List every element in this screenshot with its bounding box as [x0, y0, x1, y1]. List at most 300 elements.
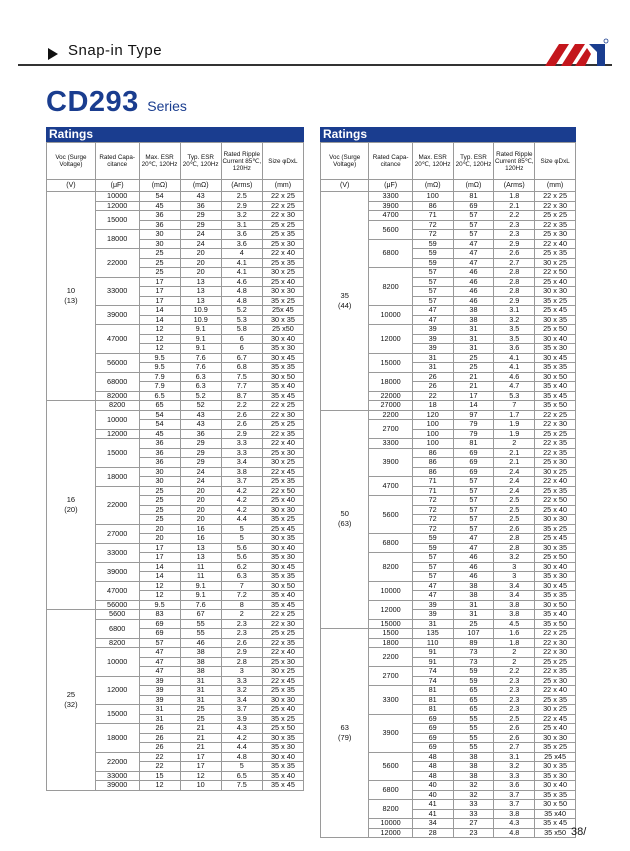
capacitance-cell: 3900 [369, 448, 412, 477]
capacitance-cell: 27000 [95, 524, 139, 543]
col-voltage: Voc (Surge Voltage) [321, 143, 369, 180]
size-cell: 25 x 45 [535, 534, 576, 544]
size-cell: 30 x 35 [262, 733, 303, 743]
ripple-cell: 4.5 [494, 619, 535, 629]
typ-esr-cell: 17 [180, 762, 221, 772]
max-esr-cell: 48 [412, 762, 453, 772]
ripple-cell: 2.3 [494, 676, 535, 686]
size-cell: 25 x 40 [262, 277, 303, 287]
size-cell: 30 x 30 [535, 515, 576, 525]
typ-esr-cell: 5.2 [180, 391, 221, 401]
typ-esr-cell: 38 [180, 648, 221, 658]
typ-esr-cell: 46 [453, 562, 494, 572]
max-esr-cell: 39 [412, 325, 453, 335]
size-cell: 22 x 25 [262, 192, 303, 202]
capacitance-cell: 2200 [369, 410, 412, 420]
typ-esr-cell: 46 [453, 268, 494, 278]
typ-esr-cell: 32 [453, 781, 494, 791]
capacitance-cell: 12000 [95, 429, 139, 439]
ripple-cell: 2.8 [494, 534, 535, 544]
max-esr-cell: 17 [139, 543, 180, 553]
ripple-cell: 3.6 [221, 230, 262, 240]
col-capacitance: Rated Capa- citance [95, 143, 139, 180]
size-cell: 30 x 50 [262, 581, 303, 591]
max-esr-cell: 59 [412, 258, 453, 268]
typ-esr-cell: 59 [453, 667, 494, 677]
typ-esr-cell: 13 [180, 543, 221, 553]
size-cell: 30 x 40 [262, 334, 303, 344]
voltage-cell [47, 401, 96, 610]
size-cell: 30 x 25 [262, 268, 303, 278]
size-cell: 30 x 35 [262, 315, 303, 325]
typ-esr-cell: 20 [180, 258, 221, 268]
typ-esr-cell: 25 [453, 363, 494, 373]
ripple-cell: 4.8 [221, 752, 262, 762]
typ-esr-cell: 47 [453, 534, 494, 544]
max-esr-cell: 17 [139, 296, 180, 306]
size-cell: 25 x 35 [262, 258, 303, 268]
size-cell: 22 x 45 [535, 714, 576, 724]
capacitance-cell: 39000 [95, 781, 139, 791]
max-esr-cell: 22 [412, 391, 453, 401]
size-cell: 25 x 40 [535, 505, 576, 515]
typ-esr-cell: 20 [180, 268, 221, 278]
max-esr-cell: 48 [412, 752, 453, 762]
max-esr-cell: 39 [412, 610, 453, 620]
size-cell: 22 x 35 [535, 448, 576, 458]
typ-esr-cell: 69 [453, 467, 494, 477]
max-esr-cell: 17 [139, 277, 180, 287]
max-esr-cell: 30 [139, 239, 180, 249]
unit-cell: (mΩ) [453, 180, 494, 192]
capacitance-cell: 10000 [95, 192, 139, 202]
size-cell: 22 x 25 [535, 410, 576, 420]
max-esr-cell: 25 [139, 258, 180, 268]
size-cell: 35 x 40 [262, 771, 303, 781]
size-cell: 35 x 25 [535, 524, 576, 534]
typ-esr-cell: 9.1 [180, 581, 221, 591]
size-cell: 35 x 40 [535, 382, 576, 392]
size-cell: 22 x 35 [535, 439, 576, 449]
max-esr-cell: 47 [139, 657, 180, 667]
typ-esr-cell: 81 [453, 439, 494, 449]
capacitance-cell: 18000 [95, 230, 139, 249]
max-esr-cell: 86 [412, 201, 453, 211]
ripple-cell: 2.6 [221, 410, 262, 420]
typ-esr-cell: 57 [453, 230, 494, 240]
size-cell: 35 x 25 [262, 714, 303, 724]
typ-esr-cell: 67 [180, 610, 221, 620]
size-cell: 22 x 40 [262, 249, 303, 259]
max-esr-cell: 40 [412, 790, 453, 800]
max-esr-cell: 57 [412, 277, 453, 287]
max-esr-cell: 36 [139, 211, 180, 221]
size-cell: 22 x 25 [262, 401, 303, 411]
size-cell: 25x 45 [262, 306, 303, 316]
typ-esr-cell: 17 [180, 752, 221, 762]
typ-esr-cell: 65 [453, 705, 494, 715]
ripple-cell: 2.3 [221, 619, 262, 629]
ripple-cell: 4.2 [221, 496, 262, 506]
voltage-cell [321, 629, 369, 838]
ripple-cell: 3.2 [494, 762, 535, 772]
capacitance-cell: 33000 [95, 543, 139, 562]
typ-esr-cell: 31 [453, 600, 494, 610]
table-row [321, 629, 576, 639]
typ-esr-cell: 31 [453, 334, 494, 344]
typ-esr-cell: 89 [453, 638, 494, 648]
capacitance-cell: 3300 [369, 192, 412, 202]
capacitance-cell: 18000 [369, 372, 412, 391]
typ-esr-cell: 20 [180, 486, 221, 496]
max-esr-cell: 81 [412, 705, 453, 715]
max-esr-cell: 25 [139, 505, 180, 515]
ripple-cell: 2.3 [494, 686, 535, 696]
rated-voltage: 63 [340, 723, 349, 732]
ripple-cell: 2.6 [494, 733, 535, 743]
max-esr-cell: 57 [412, 268, 453, 278]
typ-esr-cell: 57 [453, 496, 494, 506]
brand-logo-icon [545, 38, 609, 68]
size-cell: 30 x 50 [535, 600, 576, 610]
size-cell: 22 x 30 [262, 619, 303, 629]
max-esr-cell: 47 [412, 591, 453, 601]
unit-cell: (mm) [262, 180, 303, 192]
typ-esr-cell: 31 [453, 325, 494, 335]
size-cell: 30 x 25 [535, 705, 576, 715]
size-cell: 30 x 30 [535, 733, 576, 743]
ripple-cell: 4.3 [494, 819, 535, 829]
size-cell: 22 x 50 [262, 486, 303, 496]
max-esr-cell: 22 [139, 752, 180, 762]
max-esr-cell: 25 [139, 249, 180, 259]
ripple-cell: 2.6 [494, 249, 535, 259]
ripple-cell: 6.5 [221, 771, 262, 781]
ripple-cell: 2.8 [494, 277, 535, 287]
ripple-cell: 4.8 [221, 296, 262, 306]
typ-esr-cell: 17 [453, 391, 494, 401]
ripple-cell: 7.7 [221, 382, 262, 392]
ripple-cell: 7.5 [221, 372, 262, 382]
typ-esr-cell: 65 [453, 686, 494, 696]
capacitance-cell: 22000 [95, 752, 139, 771]
ripple-cell: 1.8 [494, 638, 535, 648]
size-cell: 35 x 35 [535, 591, 576, 601]
capacitance-cell: 1500 [369, 629, 412, 639]
typ-esr-cell: 57 [453, 477, 494, 487]
ripple-cell: 2.3 [221, 629, 262, 639]
typ-esr-cell: 9.1 [180, 334, 221, 344]
typ-esr-cell: 73 [453, 648, 494, 658]
ripple-cell: 6.3 [221, 572, 262, 582]
size-cell: 25 x 40 [262, 705, 303, 715]
max-esr-cell: 100 [412, 192, 453, 202]
capacitance-cell: 47000 [95, 325, 139, 354]
size-cell: 25 x 35 [535, 486, 576, 496]
ripple-cell: 6.8 [221, 363, 262, 373]
size-cell: 25 x 25 [262, 629, 303, 639]
max-esr-cell: 100 [412, 429, 453, 439]
max-esr-cell: 30 [139, 467, 180, 477]
size-cell: 22 x 40 [262, 648, 303, 658]
size-cell: 30 x 25 [262, 667, 303, 677]
size-cell: 35 x 30 [262, 553, 303, 563]
size-cell: 25 x 30 [262, 239, 303, 249]
max-esr-cell: 100 [412, 420, 453, 430]
size-cell: 30 x 40 [535, 562, 576, 572]
unit-cell: (Arms) [494, 180, 535, 192]
size-cell: 35 x 30 [262, 743, 303, 753]
size-cell: 22 x 35 [262, 638, 303, 648]
capacitance-cell: 15000 [95, 705, 139, 724]
ripple-cell: 3 [221, 667, 262, 677]
typ-esr-cell: 29 [180, 220, 221, 230]
typ-esr-cell: 69 [453, 201, 494, 211]
max-esr-cell: 72 [412, 230, 453, 240]
ripple-cell: 7.2 [221, 591, 262, 601]
max-esr-cell: 36 [139, 220, 180, 230]
capacitance-cell: 4700 [369, 211, 412, 221]
ripple-cell: 2.3 [494, 230, 535, 240]
page-number: 38/ [571, 826, 587, 838]
capacitance-cell: 33000 [95, 277, 139, 306]
ripple-cell: 6.2 [221, 562, 262, 572]
size-cell: 30 x 40 [535, 334, 576, 344]
max-esr-cell: 9.5 [139, 600, 180, 610]
size-cell: 22 x 30 [262, 410, 303, 420]
size-cell: 22 x 30 [535, 420, 576, 430]
typ-esr-cell: 32 [453, 790, 494, 800]
size-cell: 35 x 35 [535, 363, 576, 373]
ripple-cell: 2.5 [494, 515, 535, 525]
max-esr-cell: 20 [139, 524, 180, 534]
ripple-cell: 2.1 [494, 448, 535, 458]
max-esr-cell: 69 [412, 714, 453, 724]
column-header-row [47, 143, 304, 180]
size-cell: 30 x 30 [535, 287, 576, 297]
ripple-cell: 4.1 [221, 258, 262, 268]
max-esr-cell: 25 [139, 268, 180, 278]
typ-esr-cell: 27 [453, 819, 494, 829]
max-esr-cell: 59 [412, 543, 453, 553]
size-cell: 30 x 45 [535, 581, 576, 591]
ripple-cell: 2.2 [494, 211, 535, 221]
series-suffix: Series [147, 98, 187, 114]
typ-esr-cell: 38 [453, 591, 494, 601]
typ-esr-cell: 38 [453, 771, 494, 781]
typ-esr-cell: 10 [180, 781, 221, 791]
typ-esr-cell: 79 [453, 429, 494, 439]
typ-esr-cell: 31 [180, 686, 221, 696]
ripple-cell: 2.8 [494, 287, 535, 297]
typ-esr-cell: 38 [180, 667, 221, 677]
surge-voltage: (63) [338, 519, 352, 529]
ripple-cell: 3.7 [494, 800, 535, 810]
max-esr-cell: 47 [139, 648, 180, 658]
rated-voltage: 50 [340, 509, 349, 519]
table-row [321, 192, 576, 202]
capacitance-cell: 12000 [369, 828, 412, 838]
ripple-cell: 5.6 [221, 543, 262, 553]
size-cell: 35 x 30 [535, 572, 576, 582]
size-cell: 30 x 25 [262, 458, 303, 468]
max-esr-cell: 57 [412, 572, 453, 582]
size-cell: 35 x 50 [535, 401, 576, 411]
capacitance-cell: 5600 [369, 496, 412, 534]
ripple-cell: 2.2 [494, 667, 535, 677]
max-esr-cell: 39 [412, 344, 453, 354]
typ-esr-cell: 55 [453, 733, 494, 743]
max-esr-cell: 81 [412, 686, 453, 696]
size-cell: 30 x 45 [262, 562, 303, 572]
typ-esr-cell: 24 [180, 477, 221, 487]
capacitance-cell: 10000 [95, 648, 139, 677]
typ-esr-cell: 81 [453, 192, 494, 202]
max-esr-cell: 39 [139, 695, 180, 705]
size-cell: 25 x 35 [262, 686, 303, 696]
typ-esr-cell: 36 [180, 201, 221, 211]
ripple-cell: 1.7 [494, 410, 535, 420]
ripple-cell: 2 [494, 657, 535, 667]
max-esr-cell: 45 [139, 429, 180, 439]
size-cell: 22 x 50 [535, 268, 576, 278]
capacitance-cell: 5600 [369, 220, 412, 239]
capacitance-cell: 5600 [369, 752, 412, 781]
max-esr-cell: 36 [139, 448, 180, 458]
typ-esr-cell: 9.1 [180, 325, 221, 335]
typ-esr-cell: 79 [453, 420, 494, 430]
ripple-cell: 2.1 [494, 201, 535, 211]
typ-esr-cell: 20 [180, 496, 221, 506]
capacitance-cell: 22000 [95, 249, 139, 278]
size-cell: 30 x 30 [262, 505, 303, 515]
ripple-cell: 3.4 [221, 458, 262, 468]
capacitance-cell: 2700 [369, 420, 412, 439]
ripple-cell: 2.9 [221, 429, 262, 439]
size-cell: 35 x 25 [535, 743, 576, 753]
ripple-cell: 3 [494, 562, 535, 572]
max-esr-cell: 81 [412, 695, 453, 705]
capacitance-cell: 15000 [369, 619, 412, 629]
ripple-cell: 2.8 [494, 268, 535, 278]
ripple-cell: 2.5 [494, 505, 535, 515]
max-esr-cell: 110 [412, 638, 453, 648]
max-esr-cell: 41 [412, 809, 453, 819]
typ-esr-cell: 20 [180, 505, 221, 515]
size-cell: 35 x 30 [262, 344, 303, 354]
ratings-body-right [321, 192, 576, 838]
size-cell: 35 x 45 [262, 781, 303, 791]
size-cell: 22 x 45 [262, 676, 303, 686]
ripple-cell: 7 [494, 401, 535, 411]
surge-voltage: (13) [64, 296, 78, 305]
rated-voltage: 10 [66, 286, 76, 295]
capacitance-cell: 22000 [95, 486, 139, 524]
max-esr-cell: 15 [139, 771, 180, 781]
capacitance-cell: 15000 [369, 353, 412, 372]
typ-esr-cell: 46 [453, 296, 494, 306]
ripple-cell: 2 [494, 439, 535, 449]
ripple-cell: 3.8 [494, 600, 535, 610]
ripple-cell: 2.8 [494, 543, 535, 553]
max-esr-cell: 45 [139, 201, 180, 211]
typ-esr-cell: 52 [180, 401, 221, 411]
capacitance-cell: 18000 [95, 724, 139, 753]
typ-esr-cell: 43 [180, 420, 221, 430]
typ-esr-cell: 31 [180, 676, 221, 686]
typ-esr-cell: 43 [180, 410, 221, 420]
max-esr-cell: 71 [412, 486, 453, 496]
max-esr-cell: 72 [412, 505, 453, 515]
size-cell: 30 x 35 [535, 543, 576, 553]
max-esr-cell: 54 [139, 410, 180, 420]
size-cell: 25 x 30 [262, 657, 303, 667]
size-cell: 22 x 30 [535, 638, 576, 648]
max-esr-cell: 72 [412, 220, 453, 230]
typ-esr-cell: 55 [453, 714, 494, 724]
size-cell: 22 x 30 [262, 211, 303, 221]
ripple-cell: 4.1 [494, 353, 535, 363]
size-cell: 30 x 35 [262, 534, 303, 544]
max-esr-cell: 17 [139, 287, 180, 297]
max-esr-cell: 14 [139, 572, 180, 582]
typ-esr-cell: 33 [453, 809, 494, 819]
ripple-cell: 2.5 [494, 714, 535, 724]
ripple-cell: 3.2 [221, 211, 262, 221]
size-cell: 35 x40 [535, 809, 576, 819]
capacitance-cell: 3300 [369, 686, 412, 715]
size-cell: 25 x 30 [535, 676, 576, 686]
max-esr-cell: 9.5 [139, 353, 180, 363]
size-cell: 25 x 30 [535, 458, 576, 468]
typ-esr-cell: 13 [180, 287, 221, 297]
max-esr-cell: 22 [139, 762, 180, 772]
typ-esr-cell: 55 [453, 724, 494, 734]
max-esr-cell: 6.5 [139, 391, 180, 401]
ripple-cell: 4.2 [221, 505, 262, 515]
surge-voltage: (20) [64, 505, 78, 514]
surge-voltage: (44) [338, 300, 352, 310]
ripple-cell: 3.6 [221, 239, 262, 249]
max-esr-cell: 26 [139, 724, 180, 734]
unit-cell: (mΩ) [139, 180, 180, 192]
size-cell: 22 x 35 [262, 429, 303, 439]
typ-esr-cell: 69 [453, 448, 494, 458]
max-esr-cell: 12 [139, 581, 180, 591]
ripple-cell: 4.4 [221, 743, 262, 753]
ripple-cell: 3.7 [221, 477, 262, 487]
ripple-cell: 3.2 [221, 686, 262, 696]
ratings-title: Ratings [320, 127, 576, 142]
typ-esr-cell: 6.3 [180, 382, 221, 392]
ripple-cell: 5.2 [221, 306, 262, 316]
typ-esr-cell: 46 [453, 572, 494, 582]
capacitance-cell: 10000 [369, 581, 412, 600]
size-cell: 22 x 35 [535, 667, 576, 677]
ratings-body-left [47, 192, 304, 791]
max-esr-cell: 86 [412, 467, 453, 477]
ripple-cell: 8.7 [221, 391, 262, 401]
capacitance-cell: 8200 [369, 553, 412, 582]
col-max-esr: Max. ESR 20℃, 120Hz [412, 143, 453, 180]
typ-esr-cell: 10.9 [180, 315, 221, 325]
typ-esr-cell: 7.6 [180, 363, 221, 373]
voltage-cell [47, 192, 96, 401]
unit-cell: (mΩ) [412, 180, 453, 192]
ripple-cell: 3.9 [221, 714, 262, 724]
ripple-cell: 3.3 [494, 771, 535, 781]
typ-esr-cell: 57 [453, 486, 494, 496]
